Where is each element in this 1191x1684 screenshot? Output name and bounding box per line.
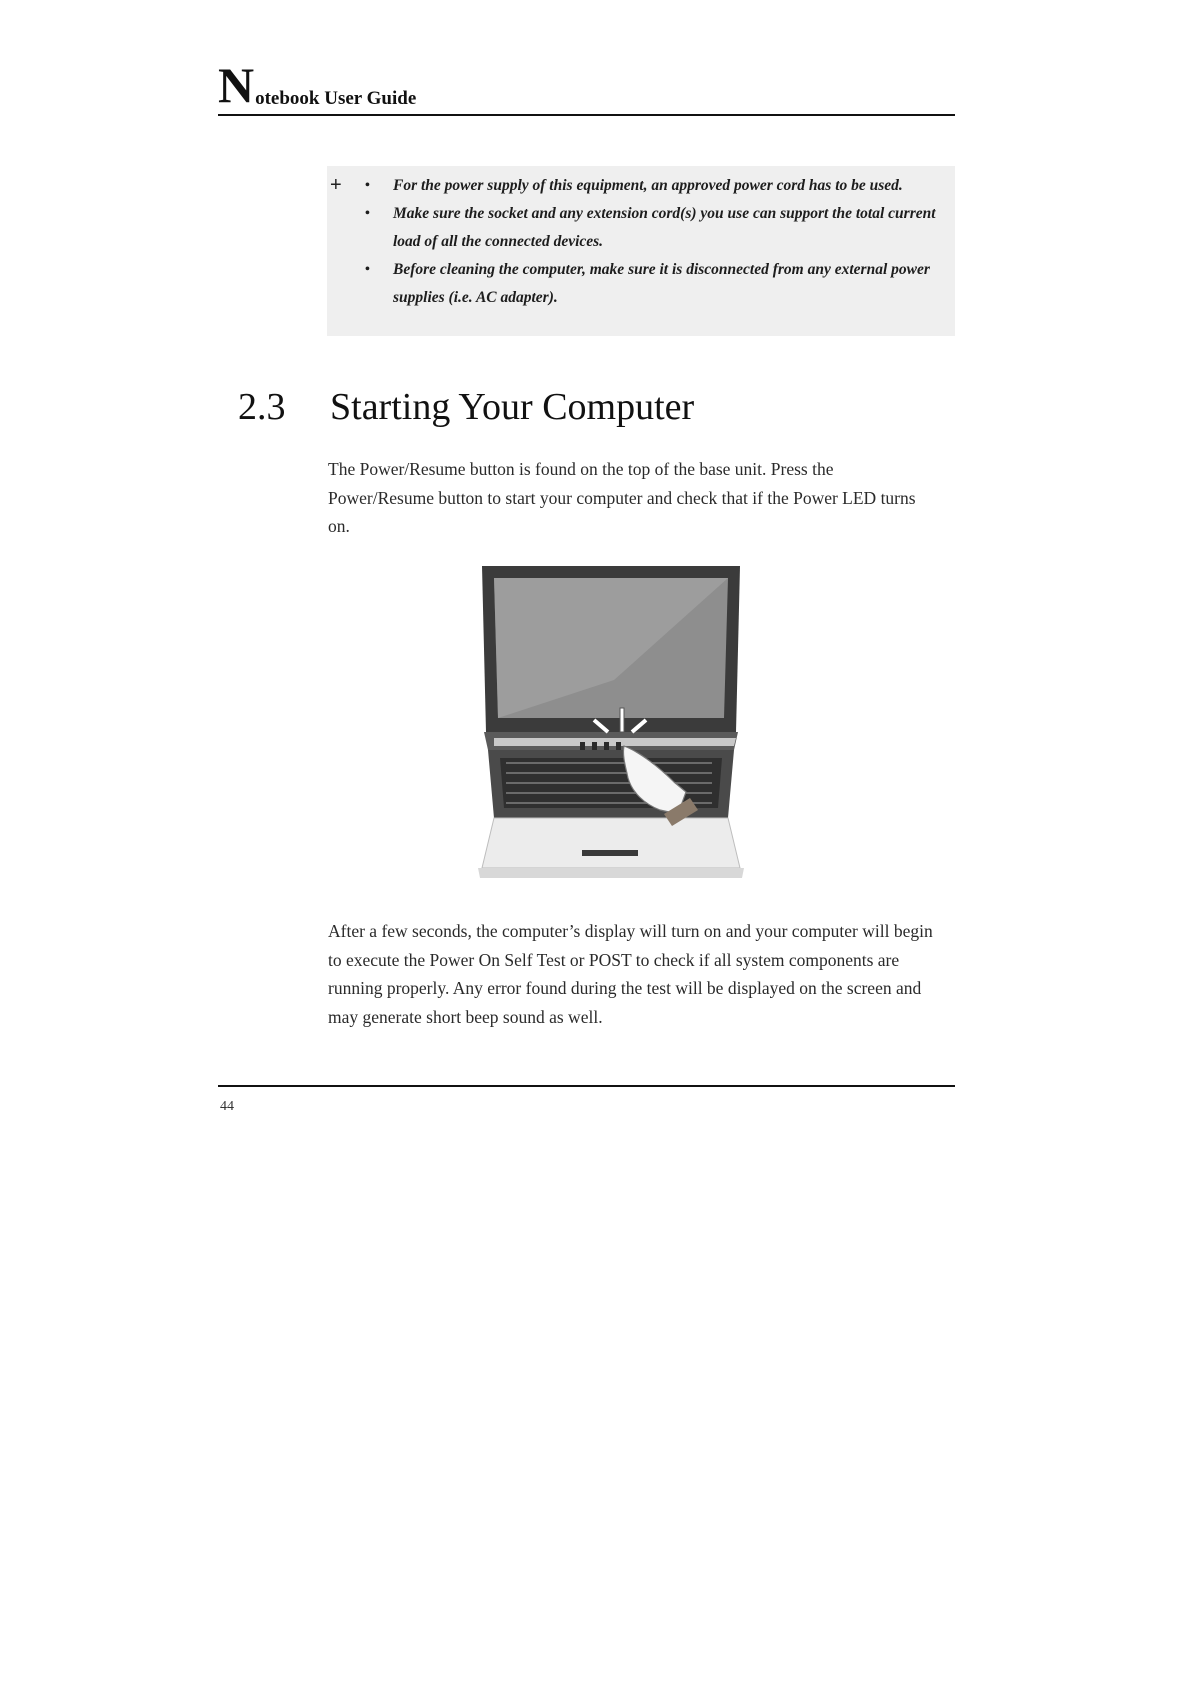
laptop-power-icon [464,560,764,890]
header-rule [218,114,955,116]
notice-item-text: Before cleaning the computer, make sure it is disconnected from any external power supplies (i.e. AC adapter). [393,261,930,306]
section-title: Starting Your Computer [330,386,695,428]
running-header [218,57,417,113]
section-number: 2.3 [238,386,286,428]
laptop-illustration [464,560,764,890]
bullet-icon: • [365,206,370,221]
notice-item [365,256,945,312]
notice-item-text: Make sure the socket and any extension cord(s) you use can support the total current load of all the connected devices. [393,205,936,250]
bullet-icon: • [365,262,370,277]
footer-rule [218,1085,955,1087]
safety-notice-box [327,166,955,336]
notice-item [365,172,945,200]
notice-list [365,172,945,312]
section-heading [238,383,694,431]
page-number: 44 [220,1099,234,1114]
intro-paragraph: The Power/Resume button is found on the top of the base unit. Press the Power/Resume button to start your computer and check that if the Power LED turns on. [328,459,916,536]
notice-item [365,200,945,256]
header-initial: N [218,57,255,113]
bullet-icon: • [365,178,370,193]
header-title-text: otebook User Guide [255,88,417,109]
notice-marker: + [330,174,342,196]
post-paragraph: After a few seconds, the computer’s display will turn on and your computer will begin to execute the Power On Self Test or POST to check if all system components are running properly. Any error found during the test will be displayed on the screen and may generate short beep sound as well. [328,921,933,1027]
notice-item-text: For the power supply of this equipment, an approved power cord has to be used. [393,177,903,194]
